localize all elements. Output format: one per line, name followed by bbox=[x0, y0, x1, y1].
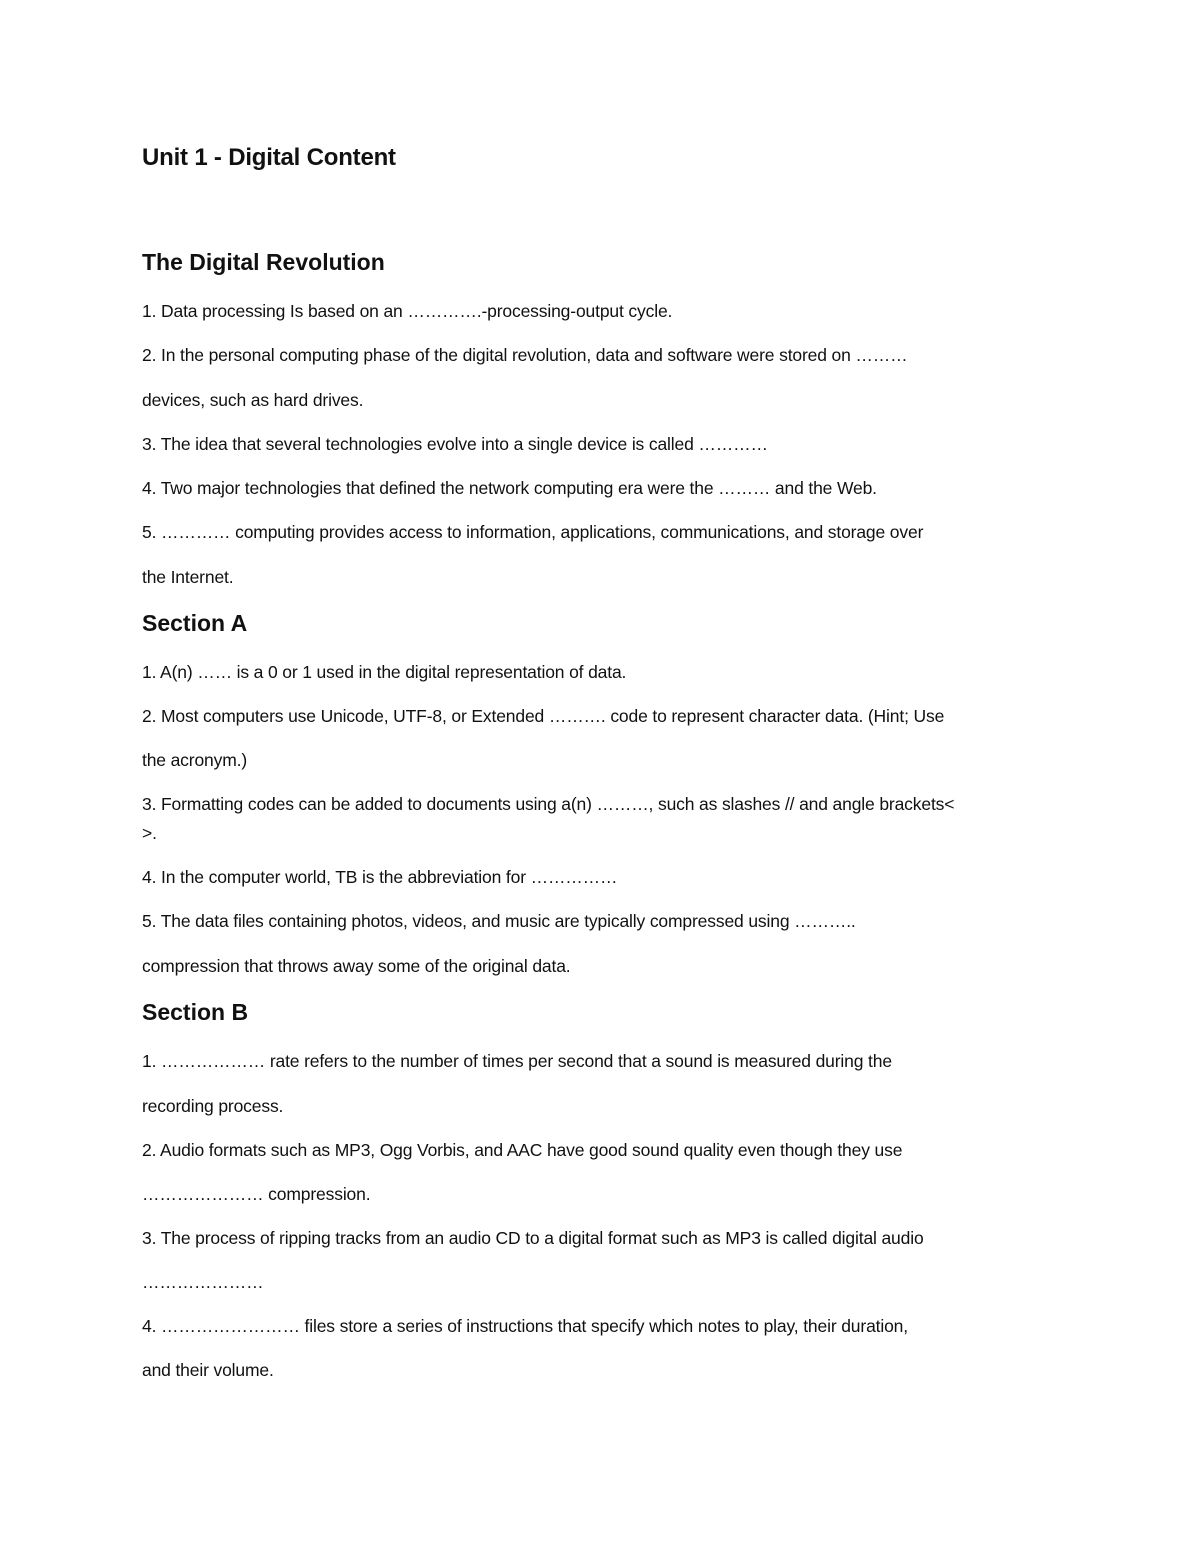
question-line: 3. The idea that several technologies evolve into a single device is called ………… bbox=[142, 434, 768, 454]
question-line: 4. …………………… files store a series of instructions that specify which notes to play, their duration, bbox=[142, 1316, 908, 1336]
page-title: Unit 1 - Digital Content bbox=[142, 144, 396, 171]
question-line: recording process. bbox=[142, 1096, 284, 1116]
question-line: 5. ………… computing provides access to information, applications, communications, and storage over bbox=[142, 522, 924, 542]
section-heading-section-a: Section A bbox=[142, 610, 248, 636]
question-line: 1. A(n) …… is a 0 or 1 used in the digital representation of data. bbox=[142, 662, 627, 682]
question-line: 2. Audio formats such as MP3, Ogg Vorbis, and AAC have good sound quality even though they use bbox=[142, 1140, 903, 1160]
question-line: 2. In the personal computing phase of the digital revolution, data and software were stored on ……… bbox=[142, 345, 908, 365]
question-line: the acronym.) bbox=[142, 750, 248, 770]
question-line: and their volume. bbox=[142, 1360, 274, 1380]
question-line: compression that throws away some of the original data. bbox=[142, 956, 571, 976]
question-line: 1. Data processing Is based on an ………….-processing-output cycle. bbox=[142, 301, 673, 321]
question-line: ………………… bbox=[142, 1272, 264, 1292]
question-line: devices, such as hard drives. bbox=[142, 390, 364, 410]
question-line: ………………… compression. bbox=[142, 1184, 371, 1204]
section-heading-digital-revolution: The Digital Revolution bbox=[142, 249, 385, 275]
question-line: 4. In the computer world, TB is the abbreviation for …………… bbox=[142, 867, 618, 887]
question-line: the Internet. bbox=[142, 567, 234, 587]
section-heading-section-b: Section B bbox=[142, 999, 249, 1025]
question-line: >. bbox=[142, 823, 157, 843]
question-line: 3. The process of ripping tracks from an audio CD to a digital format such as MP3 is called digital audio bbox=[142, 1228, 924, 1248]
question-line: 3. Formatting codes can be added to documents using a(n) ………, such as slashes // and angle brackets< bbox=[142, 794, 955, 814]
question-line: 5. The data files containing photos, videos, and music are typically compressed using ……….. bbox=[142, 911, 856, 931]
question-line: 1. ……………… rate refers to the number of times per second that a sound is measured during the bbox=[142, 1051, 892, 1071]
question-line: 4. Two major technologies that defined the network computing era were the ……… and the Web. bbox=[142, 478, 877, 498]
question-line: 2. Most computers use Unicode, UTF-8, or Extended ………. code to represent character data. (Hint; Use bbox=[142, 706, 945, 726]
